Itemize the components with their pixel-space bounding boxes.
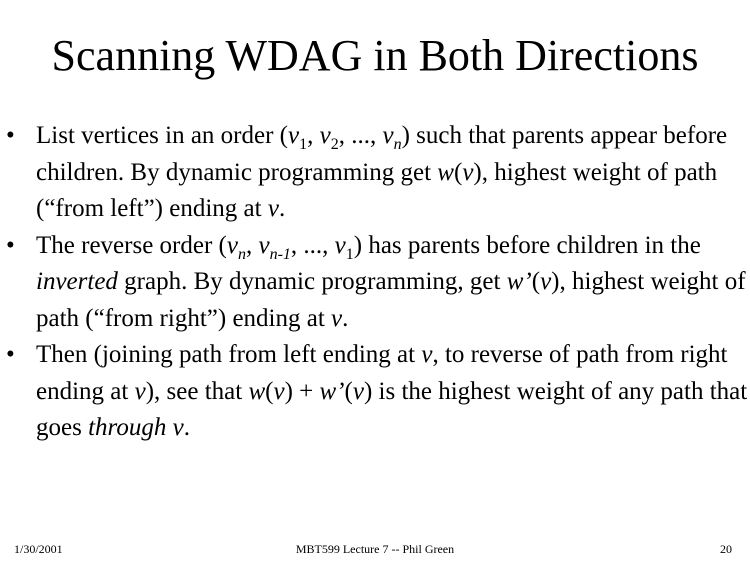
text: , [245, 231, 259, 259]
text: . [342, 304, 349, 332]
text: ) is the highest weight of any path that goes [36, 377, 748, 441]
text: ( [453, 158, 463, 186]
var: v [273, 377, 285, 405]
subscript: 1 [299, 136, 308, 153]
text: , ..., [290, 231, 335, 259]
footer-date: 1/30/2001 [14, 542, 63, 556]
text: ( [531, 268, 541, 295]
var: v [226, 231, 238, 259]
subscript: n [393, 136, 402, 153]
var: v [288, 122, 300, 149]
text: List vertices in an order ( [36, 122, 288, 149]
slide-title: Scanning WDAG in Both Directions [51, 31, 699, 80]
text: ) such that parents appear before children. By dynamic programming get [36, 122, 728, 186]
text: ( [344, 377, 353, 405]
text: ) has parents before children in the [353, 231, 701, 259]
subscript: 1 [345, 245, 354, 263]
var: v [319, 122, 331, 149]
text: ( [265, 377, 274, 405]
bullet-dot-icon: • [6, 231, 15, 259]
text: ), see that [145, 377, 249, 405]
var: v [334, 231, 346, 259]
var: w [248, 377, 266, 405]
var: w’ [506, 268, 532, 295]
var: v [172, 414, 184, 441]
text: . [278, 195, 286, 222]
bullet-item-1 [6, 118, 748, 228]
var: v [540, 268, 552, 295]
text: , ..., [338, 122, 383, 149]
var: w [437, 158, 454, 186]
bullet-item-2 [6, 228, 748, 338]
footer-page-number: 20 [720, 542, 732, 556]
var: v [134, 377, 146, 405]
text: . [183, 414, 190, 441]
text: Then (joining path from left ending at [36, 341, 422, 368]
var: v [421, 341, 433, 368]
bullet-dot-icon: • [6, 341, 15, 368]
footer-title: MBT599 Lecture 7 -- Phil Green [295, 542, 455, 556]
bullet-item-3 [6, 337, 748, 447]
bullet-dot-icon: • [6, 122, 15, 149]
text: ), highest weight of path (“from right”) ending at [36, 268, 746, 332]
emphasis: inverted [36, 268, 118, 295]
text: ), highest weight of path (“from left”) ending at [36, 158, 718, 222]
subscript: n-1 [269, 245, 291, 263]
subscript: n [237, 245, 246, 263]
var: v [352, 377, 364, 405]
text: graph. By dynamic programming, get [117, 268, 507, 295]
bullet-list [6, 118, 748, 447]
var: v [258, 231, 270, 259]
var: v [462, 158, 474, 186]
var: w’ [319, 377, 345, 405]
var: v [382, 122, 394, 149]
text: , [307, 122, 320, 149]
var: v [267, 195, 279, 222]
text: The reverse order ( [36, 231, 227, 259]
text: ) + [284, 377, 320, 405]
var: v [331, 304, 343, 332]
emphasis: through [88, 414, 167, 441]
text: , to reverse of path from right ending at [36, 341, 728, 405]
subscript: 2 [330, 136, 339, 153]
